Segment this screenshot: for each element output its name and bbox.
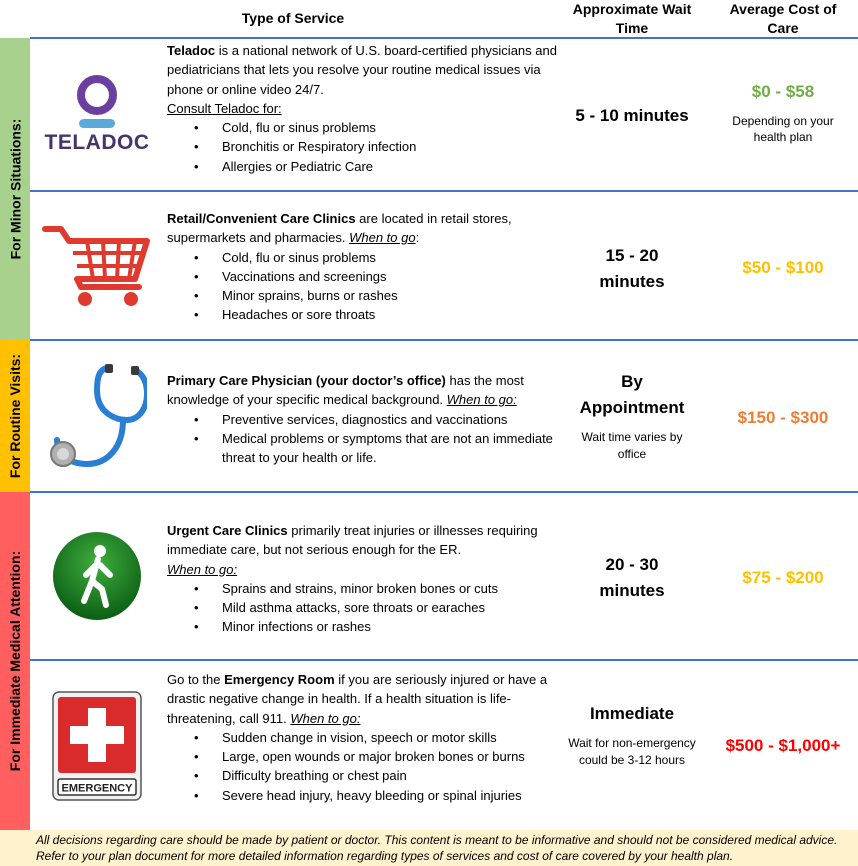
side-label-routine: For Routine Visits: (0, 340, 30, 492)
service-row-emergency (30, 661, 858, 830)
list-item: • Mild asthma attacks, sore throats or earaches (167, 598, 567, 617)
service-description: Urgent Care Clinics primarily treat injuries or illnesses requiring immediate care, but not serious enough for the ER. When to go: • Sprains and strains, minor broken bones or cuts • Mild asthma attacks, sore throats or earaches • Minor infections or rashes (167, 521, 567, 637)
cost: $0 - $58 Depending on your health plan (715, 81, 851, 145)
service-row-primary-care (30, 341, 858, 491)
emergency-cross-icon (30, 661, 164, 830)
wait-time: 5 - 10 minutes (575, 106, 689, 125)
cost-note: Depending on your health plan (732, 114, 834, 144)
list-item: • Minor infections or rashes (167, 617, 567, 636)
list-item: • Preventive services, diagnostics and vaccinations (167, 410, 567, 429)
list-item: • Vaccinations and screenings (167, 267, 567, 286)
service-description: Teladoc is a national network of U.S. board-certified physicians and pediatricians that lets you resolve your routine medical issues via phone or online video 24/7. Consult Teladoc for: • Cold, flu or sinus problems • Bronchitis or Respiratory infection • Allergies or Pediatric Care (167, 41, 567, 176)
emergency-sign-text: EMERGENCY (61, 782, 133, 794)
teladoc-logo-text: TELADOC (44, 130, 150, 154)
cost: $50 - $100 (742, 258, 824, 277)
side-label-minor: For Minor Situations: (0, 38, 30, 340)
wait-note: Wait time varies by office (581, 430, 683, 461)
header-type-of-service: Type of Service (241, 10, 345, 26)
cost: $150 - $300 (737, 408, 829, 427)
service-row-retail (30, 192, 858, 339)
shopping-cart-icon (30, 192, 164, 339)
footer-disclaimer: All decisions regarding care should be made by patient or doctor. This content is meant to be informative and should not be considered medical advice. Refer to your plan document for more detailed information regarding types of services and cost of care covered by your health plan. (0, 830, 858, 866)
wait-time: Immediate Wait for non-emergency could be 3-12 hours (562, 701, 702, 769)
service-row-teladoc (30, 39, 858, 190)
wait-note: Wait for non-emergency could be 3-12 hours (568, 736, 696, 767)
wait-time: 15 - 20 minutes (599, 246, 665, 291)
stethoscope-icon (30, 341, 164, 491)
list-item: • Large, open wounds or major broken bones or burns (167, 747, 567, 766)
consult-teladoc-label: Consult Teladoc for: (167, 100, 282, 116)
service-description: Retail/Convenient Care Clinics are located in retail stores, supermarkets and pharmacies. When to go: • Cold, flu or sinus problems • Vaccinations and screenings • Minor sprains, burns or rashes • Headaches or sore throats (167, 209, 567, 325)
list-item: • Medical problems or symptoms that are not an immediate threat to your health or life. (167, 429, 567, 468)
service-description: Primary Care Physician (your doctor’s office) has the most knowledge of your specific medical background. When to go: • Preventive services, diagnostics and vaccinations • Medical problems or symptoms that are not an immediate threat to your health or life. (167, 371, 567, 467)
list-item: • Cold, flu or sinus problems (167, 118, 567, 137)
teladoc-logo (30, 39, 164, 190)
header-wait-time: Approximate Wait Time (572, 1, 692, 36)
cost: $75 - $200 (742, 568, 824, 587)
service-description: Go to the Emergency Room if you are seriously injured or have a drastic negative change in health. If a health situation is life-threatening, call 911. When to go: • Sudden change in vision, speech or motor skills • Large, open wounds or major broken bones or burns • Difficulty breathing or chest pain • Severe head injury, heavy bleeding or spinal injuries (167, 670, 567, 805)
list-item: • Difficulty breathing or chest pain (167, 766, 567, 785)
wait-time: 20 - 30 minutes (599, 555, 665, 600)
list-item: • Headaches or sore throats (167, 305, 567, 324)
walking-person-icon (30, 493, 164, 659)
list-item: • Cold, flu or sinus problems (167, 248, 567, 267)
service-row-urgent-care (30, 493, 858, 659)
list-item: • Bronchitis or Respiratory infection (167, 137, 567, 156)
list-item: • Sprains and strains, minor broken bones or cuts (167, 579, 567, 598)
teladoc-logo-icon (75, 75, 119, 131)
list-item: • Minor sprains, burns or rashes (167, 286, 567, 305)
wait-time: By Appointment Wait time varies by office (562, 369, 702, 463)
list-item: • Sudden change in vision, speech or motor skills (167, 728, 567, 747)
header-average-cost: Average Cost of Care (729, 1, 837, 36)
cost: $500 - $1,000+ (725, 736, 841, 755)
list-item: • Allergies or Pediatric Care (167, 157, 567, 176)
side-label-immediate: For Immediate Medical Attention: (0, 492, 30, 830)
list-item: • Severe head injury, heavy bleeding or spinal injuries (167, 786, 567, 805)
